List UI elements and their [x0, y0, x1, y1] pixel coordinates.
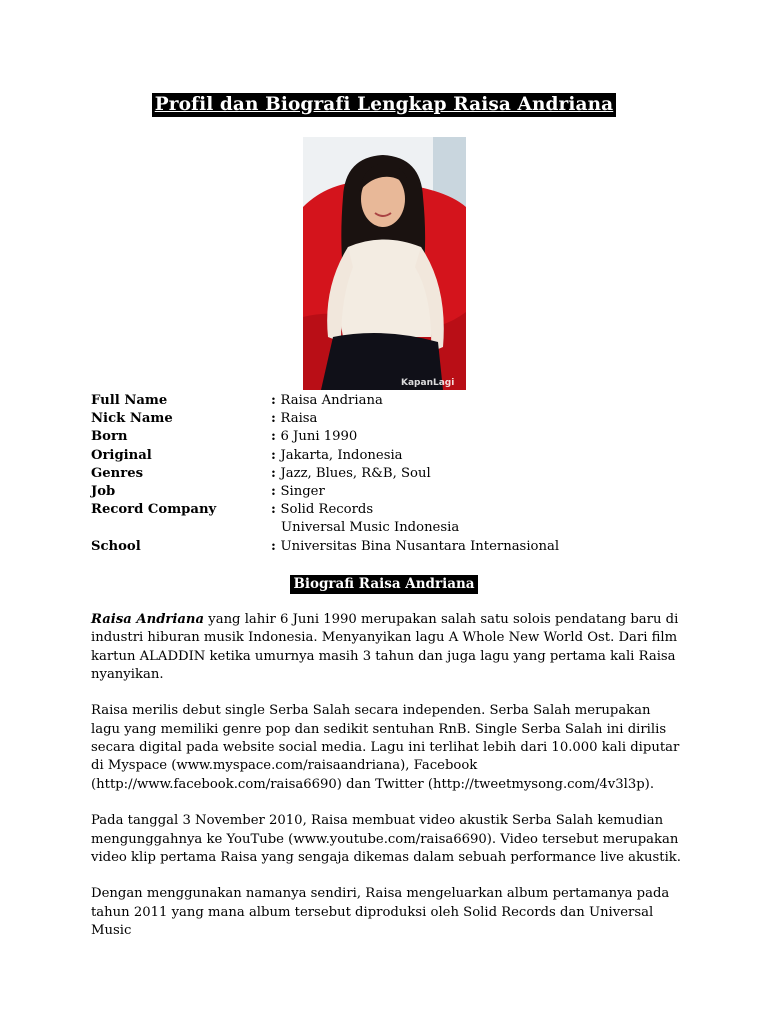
profile-row-genres — [91, 465, 691, 483]
profile-value: Raisa — [280, 411, 318, 427]
profile-row-record-company — [91, 501, 691, 519]
emphasized-name: Raisa Andriana — [91, 612, 205, 627]
profile-colon: : — [271, 538, 281, 554]
profile-colon: : — [271, 484, 281, 500]
profile-row-original — [91, 447, 691, 465]
profile-row-full-name — [91, 392, 691, 410]
section-heading-text: Biografi Raisa Andriana — [290, 575, 477, 594]
profile-value: Jakarta, Indonesia — [280, 447, 403, 463]
profile-colon: : — [271, 393, 281, 408]
profile-colon: : — [271, 429, 281, 445]
page-title-text: Profil dan Biografi Lengkap Raisa Andriana — [152, 93, 617, 117]
profile-value: Raisa Andriana — [280, 393, 383, 408]
profile-value: Singer — [280, 484, 325, 500]
profile-value: 6 Juni 1990 — [280, 429, 358, 445]
profile-photo — [303, 137, 466, 390]
profile-label: Record Company — [91, 502, 217, 518]
watermark-text: KapanLagi — [401, 378, 455, 388]
profile-row-job — [91, 483, 691, 501]
page-title — [0, 94, 768, 115]
paragraph-3: Pada tanggal 3 November 2010, Raisa membuat video akustik Serba Salah kemudian mengunggahnya ke YouTube (www.youtube.com/raisa6690). Video tersebut merupakan video klip pertama Raisa yang sengaja dikemas dalam sebuah performance live akustik. — [91, 813, 681, 865]
profile-value: Universal Music Indonesia — [281, 520, 460, 536]
profile-table — [91, 392, 691, 556]
paragraph-1 — [91, 611, 683, 684]
profile-colon: : — [271, 502, 281, 518]
profile-label: Nick Name — [91, 411, 173, 427]
paragraph-1-text: yang lahir 6 Juni 1990 merupakan salah satu solois pendatang baru di industri hiburan musik Indonesia. Menyanyikan lagu A Whole New World Ost. Dari film kartun ALADDIN ketika umurnya masih 3 tahun dan juga lagu yang pertama kali Raisa nyanyikan. — [91, 612, 679, 682]
profile-colon: : — [271, 465, 281, 481]
profile-label: Job — [91, 484, 116, 500]
profile-value: Universitas Bina Nusantara Internasional — [280, 538, 560, 554]
profile-row-born — [91, 428, 691, 446]
profile-label: Born — [91, 429, 128, 445]
biography-text — [91, 611, 683, 959]
profile-label: School — [91, 538, 141, 554]
profile-value: Solid Records — [280, 502, 374, 518]
profile-row-nick-name — [91, 410, 691, 428]
paragraph-2: Raisa merilis debut single Serba Salah secara independen. Serba Salah merupakan lagu yang memiliki genre pop dan sedikit sentuhan RnB. Single Serba Salah ini dirilis secara digital pada website social media. Lagu ini terlihat lebih dari 10.000 kali diputar di Myspace (www.myspace.com/raisaandriana), Facebook (http://www.facebook.com/raisa6690) dan Twitter (http://tweetmysong.com/4v3l3p). — [91, 703, 680, 792]
profile-label: Genres — [91, 465, 144, 481]
profile-value: Jazz, Blues, R&B, Soul — [280, 465, 431, 481]
profile-row-record-company-2 — [91, 519, 691, 537]
paragraph-4: Dengan menggunakan namanya sendiri, Raisa mengeluarkan album pertamanya pada tahun 2011 yang mana album tersebut diproduksi oleh Solid Records dan Universal Music — [91, 886, 670, 939]
profile-colon: : — [271, 411, 281, 427]
profile-label: Full Name — [91, 393, 168, 408]
profile-row-school — [91, 538, 691, 556]
section-heading — [0, 573, 768, 592]
profile-colon: : — [271, 447, 281, 463]
profile-label: Original — [91, 447, 152, 463]
